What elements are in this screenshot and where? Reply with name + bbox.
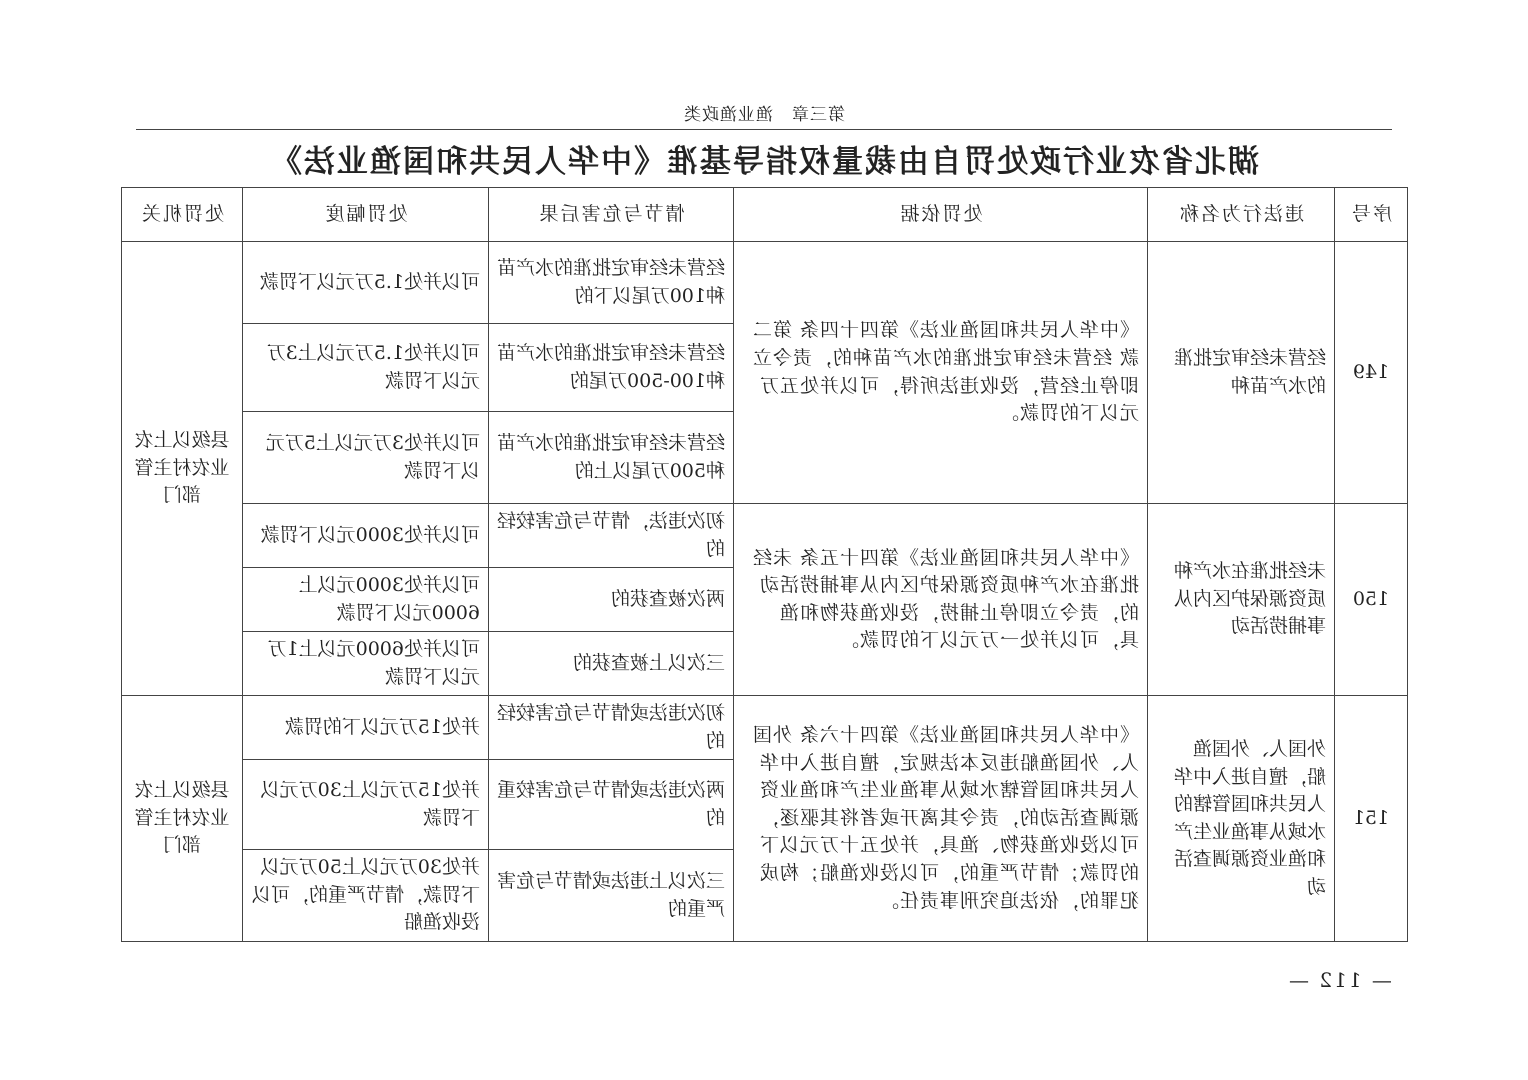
table-row: [122, 242, 1408, 324]
violation-name: 经营未经审定批准的水产苗种: [1148, 242, 1335, 504]
header-circumstance: 情节与危害后果: [489, 188, 734, 242]
table-header-row: [122, 188, 1408, 242]
penalty-table: [121, 187, 1408, 942]
circumstance-cell: 三次以上违法或情节与危害严重的: [489, 850, 734, 942]
circumstance-cell: 经营未经审定批准的水产苗种500万尾以上的: [489, 412, 734, 504]
header-penalty: 处罚幅度: [243, 188, 489, 242]
header-seq: 序号: [1335, 188, 1408, 242]
penalty-range-cell: 可以并处6000元以上1万元以下罚款: [243, 632, 489, 696]
penalty-basis: 《中华人民共和国渔业法》第四十四条 第二款 经营未经审定批准的水产苗种的，责令立即停止经营，没收违法所得，可以并处五万元以下的罚款。: [734, 242, 1148, 504]
running-head: [136, 96, 1392, 128]
item-number: 150: [1335, 504, 1408, 696]
penalty-basis: 《中华人民共和国渔业法》第四十六条 外国人、外国渔船违反本法规定，擅自进入中华人民共和国管辖水域从事渔业生产和渔业资源调查活动的，责令其离开或者将其驱逐，可以没收渔获物、渔具，并处五十万元以下的罚款；情节严重的，可以没收渔船；构成犯罪的，依法追究刑事责任。: [734, 696, 1148, 942]
item-number: 151: [1335, 696, 1408, 942]
header-rule: [136, 129, 1392, 130]
running-head-text: 第三章 渔业渔政类: [683, 105, 845, 125]
penalty-range-cell: 可以并处1.5万元以下罚款: [243, 242, 489, 324]
circumstance-cell: 两次被查获的: [489, 568, 734, 632]
page-number: — 112 —: [1287, 968, 1392, 992]
header-basis: 处罚依据: [734, 188, 1148, 242]
penalty-authority: 县级以上农业农村主管部门: [122, 242, 243, 696]
penalty-range-cell: 可以并处3000元以上6000元以下罚款: [243, 568, 489, 632]
circumstance-cell: 经营未经审定批准的水产苗种100-500万尾的: [489, 324, 734, 412]
penalty-authority: 县级以上农业农村主管部门: [122, 696, 243, 942]
violation-name: 未经批准在水产种质资源保护区内从事捕捞活动: [1148, 504, 1335, 696]
circumstance-cell: 初次违法或情节与危害较轻的: [489, 696, 734, 760]
penalty-basis: 《中华人民共和国渔业法》第四十五条 未经批准在水产种质资源保护区内从事捕捞活动的，责令立即停止捕捞，没收渔获物和渔具，可以并处一万元以下的罚款。: [734, 504, 1148, 696]
penalty-range-cell: 并处15万元以下的罚款: [243, 696, 489, 760]
document-title: 湖北省农业行政处罚自由裁量权指导基准《中华人民共和国渔业法》: [269, 144, 1259, 180]
circumstance-cell: 两次违法或情节与危害较重的: [489, 760, 734, 850]
violation-name: 外国人、外国渔船，擅自进入中华人民共和国管辖的水域从事渔业生产和渔业资源调查活动: [1148, 696, 1335, 942]
header-authority: 处罚机关: [122, 188, 243, 242]
circumstance-cell: 初次违法，情节与危害较轻的: [489, 504, 734, 568]
penalty-range-cell: 并处30万元以上50万元以下罚款，情节严重的，可以没收渔船: [243, 850, 489, 942]
circumstance-cell: 三次以上被查获的: [489, 632, 734, 696]
penalty-range-cell: 并处15万元以上30万元以下罚款: [243, 760, 489, 850]
penalty-range-cell: 可以并处3万元以上5万元以下罚款: [243, 412, 489, 504]
table-row: [122, 504, 1408, 568]
item-number: 149: [1335, 242, 1408, 504]
header-violation: 违法行为名称: [1148, 188, 1335, 242]
circumstance-cell: 经营未经审定批准的水产苗种100万尾以下的: [489, 242, 734, 324]
table-row: [122, 696, 1408, 760]
penalty-range-cell: 可以并处3000元以下罚款: [243, 504, 489, 568]
penalty-range-cell: 可以并处1.5万元以上3万元以下罚款: [243, 324, 489, 412]
